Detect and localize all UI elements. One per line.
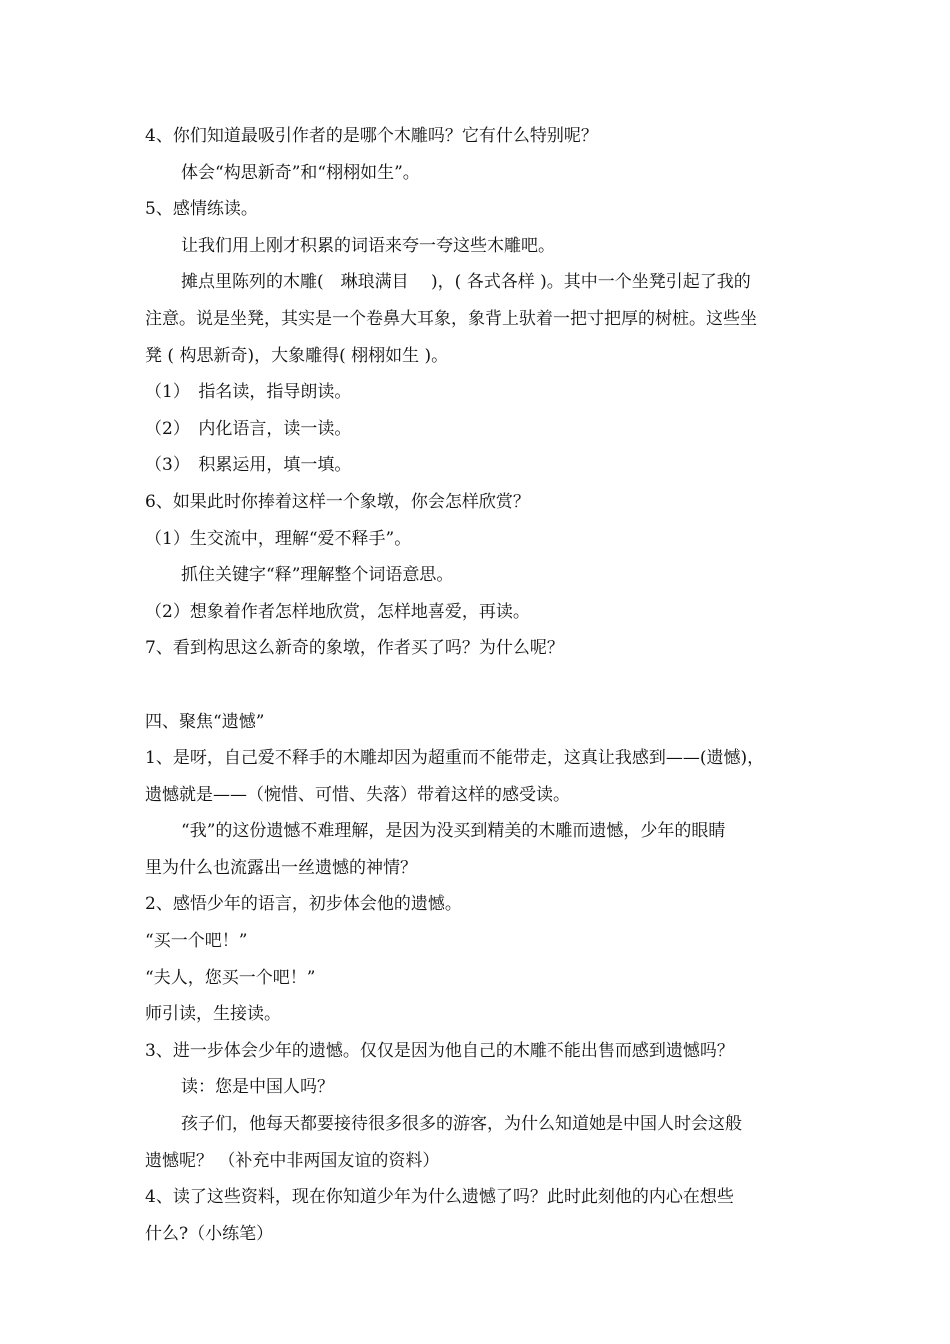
text-line: （2）想象着作者怎样地欣赏，怎样地喜爱，再读。	[145, 601, 530, 622]
text-line: 凳 ( 构思新奇)，大象雕得( 栩栩如生 )。	[145, 345, 449, 366]
document-body	[145, 118, 825, 1252]
text-line: “我”的这份遗憾不难理解，是因为没买到精美的木雕而遗憾，少年的眼睛	[181, 821, 726, 842]
text-line: 5、感情练读。	[145, 199, 258, 220]
section-heading: 四、聚焦“遗憾”	[145, 711, 265, 732]
text-line: 体会“构思新奇”和“栩栩如生”。	[181, 162, 420, 183]
text-line: （1）生交流中，理解“爱不释手”。	[145, 528, 412, 549]
text-line: 什么?（小练笔）	[145, 1223, 274, 1244]
text-line: 遗憾呢？ （补充中非两国友谊的资料）	[145, 1150, 440, 1171]
blank-line	[145, 667, 825, 704]
text-line: 2、感悟少年的语言，初步体会他的遗憾。	[145, 894, 462, 915]
text-line: 7、看到构思这么新奇的象墩，作者买了吗？为什么呢？	[145, 638, 564, 659]
text-line: 里为什么也流露出一丝遗憾的神情？	[145, 857, 417, 878]
text-line: “夫人，您买一个吧！”	[145, 967, 316, 988]
text-line: 读：您是中国人吗？	[181, 1077, 334, 1098]
text-line: 4、你们知道最吸引作者的是哪个木雕吗？它有什么特别呢？	[145, 126, 598, 146]
text-line: 4、读了这些资料，现在你知道少年为什么遗憾了吗？此时此刻他的内心在想些	[145, 1187, 734, 1208]
text-line: 孩子们，他每天都要接待很多很多的游客，为什么知道她是中国人时会这般	[181, 1114, 742, 1135]
text-line: “买一个吧！”	[145, 931, 248, 952]
text-line: （3） 积累运用，填一填。	[145, 455, 352, 476]
text-line: （1） 指名读，指导朗读。	[145, 382, 352, 403]
text-line: 1、是呀，自己爱不释手的木雕却因为超重而不能带走，这真让我感到——(遗憾)，	[145, 748, 765, 769]
text-line: （2） 内化语言，读一读。	[145, 418, 352, 439]
text-line: 注意。说是坐凳，其实是一个卷鼻大耳象，象背上驮着一把寸把厚的树桩。这些坐	[145, 308, 757, 329]
text-line: 师引读，生接读。	[145, 1004, 281, 1025]
text-line: 让我们用上刚才积累的词语来夸一夸这些木雕吧。	[181, 235, 555, 256]
text-line: 3、进一步体会少年的遗憾。仅仅是因为他自己的木雕不能出售而感到遗憾吗？	[145, 1040, 734, 1061]
text-line: 遗憾就是——（惋惜、可惜、失落）带着这样的感受读。	[145, 784, 570, 805]
text-line: 摊点里陈列的木雕( 琳琅满目 )，( 各式各样 )。其中一个坐凳引起了我的	[181, 272, 751, 293]
text-line: 抓住关键字“释”理解整个词语意思。	[181, 565, 454, 586]
text-line: 6、如果此时你捧着这样一个象墩，你会怎样欣赏？	[145, 491, 530, 512]
